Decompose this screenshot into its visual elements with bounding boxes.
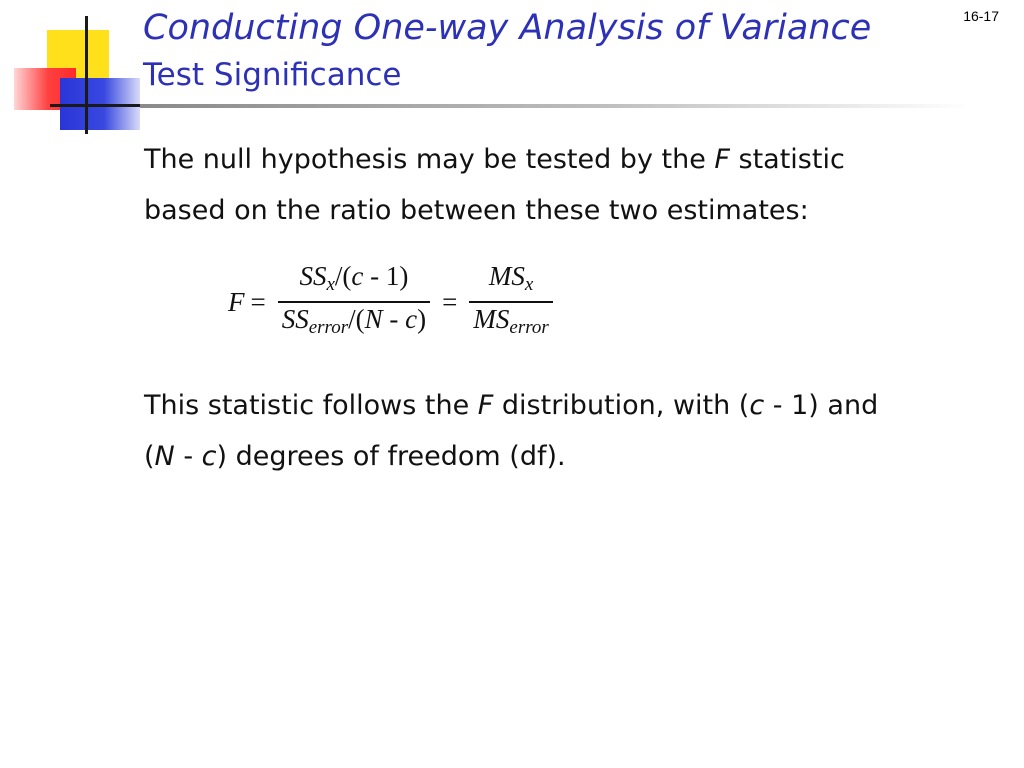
text-run-italic: N bbox=[364, 304, 383, 334]
formula-equals: = bbox=[250, 286, 266, 317]
paragraph-2-line-2 bbox=[144, 431, 878, 482]
text-run-italic: c bbox=[201, 441, 217, 472]
decor-horizontal-line bbox=[50, 104, 140, 107]
paragraph-2-line-1 bbox=[144, 380, 878, 431]
text-run-italic: F bbox=[714, 144, 730, 175]
decor-vertical-line bbox=[85, 16, 88, 134]
text-run-italic: F bbox=[477, 390, 494, 421]
text-run: statistic bbox=[729, 144, 845, 175]
text-run-italic: SS bbox=[281, 304, 309, 334]
paragraph-1-line-2: based on the ratio between these two estimates: bbox=[144, 195, 809, 226]
text-run: This statistic follows the bbox=[144, 390, 478, 421]
fraction-2-denominator bbox=[469, 303, 552, 344]
text-run: ) bbox=[417, 304, 427, 334]
text-run-italic: MS bbox=[488, 261, 525, 291]
text-run: /( bbox=[334, 261, 352, 291]
subscript: error bbox=[308, 317, 349, 338]
slide-subtitle: Test Significance bbox=[143, 57, 402, 93]
text-run: The null hypothesis may be tested by the bbox=[144, 144, 715, 175]
body-paragraph-1 bbox=[144, 134, 845, 236]
text-run: - bbox=[174, 441, 202, 472]
text-run: /( bbox=[348, 304, 365, 334]
text-run-italic: c bbox=[351, 261, 364, 291]
slide-number: 16-17 bbox=[963, 8, 999, 24]
text-run-italic: MS bbox=[473, 304, 510, 334]
title-underline-rule bbox=[140, 104, 970, 108]
text-run-italic: N bbox=[154, 441, 175, 472]
text-run: ( bbox=[144, 441, 155, 472]
text-run: - 1) and bbox=[764, 390, 879, 421]
slide-title: Conducting One-way Analysis of Variance bbox=[143, 8, 872, 48]
fraction-1 bbox=[278, 260, 430, 344]
fraction-2-numerator bbox=[485, 260, 537, 301]
subscript: x bbox=[524, 274, 534, 295]
fraction-1-numerator bbox=[295, 260, 412, 301]
subscript: x bbox=[326, 274, 335, 295]
f-statistic-formula bbox=[228, 262, 559, 342]
text-run: ) degrees of freedom (df). bbox=[216, 441, 566, 472]
subscript: error bbox=[509, 317, 549, 338]
paragraph-1-line-1 bbox=[144, 134, 845, 185]
fraction-2 bbox=[469, 260, 552, 344]
text-run: - 1) bbox=[363, 261, 409, 291]
fraction-1-denominator bbox=[278, 303, 430, 344]
text-run: - bbox=[382, 304, 406, 334]
body-paragraph-2 bbox=[144, 380, 878, 482]
text-run-italic: c bbox=[405, 304, 418, 334]
text-run-italic: c bbox=[749, 390, 765, 421]
formula-equals-2: = bbox=[442, 286, 458, 317]
formula-lhs: F bbox=[228, 286, 245, 317]
text-run: distribution, with ( bbox=[493, 390, 750, 421]
text-run-italic: SS bbox=[299, 261, 327, 291]
